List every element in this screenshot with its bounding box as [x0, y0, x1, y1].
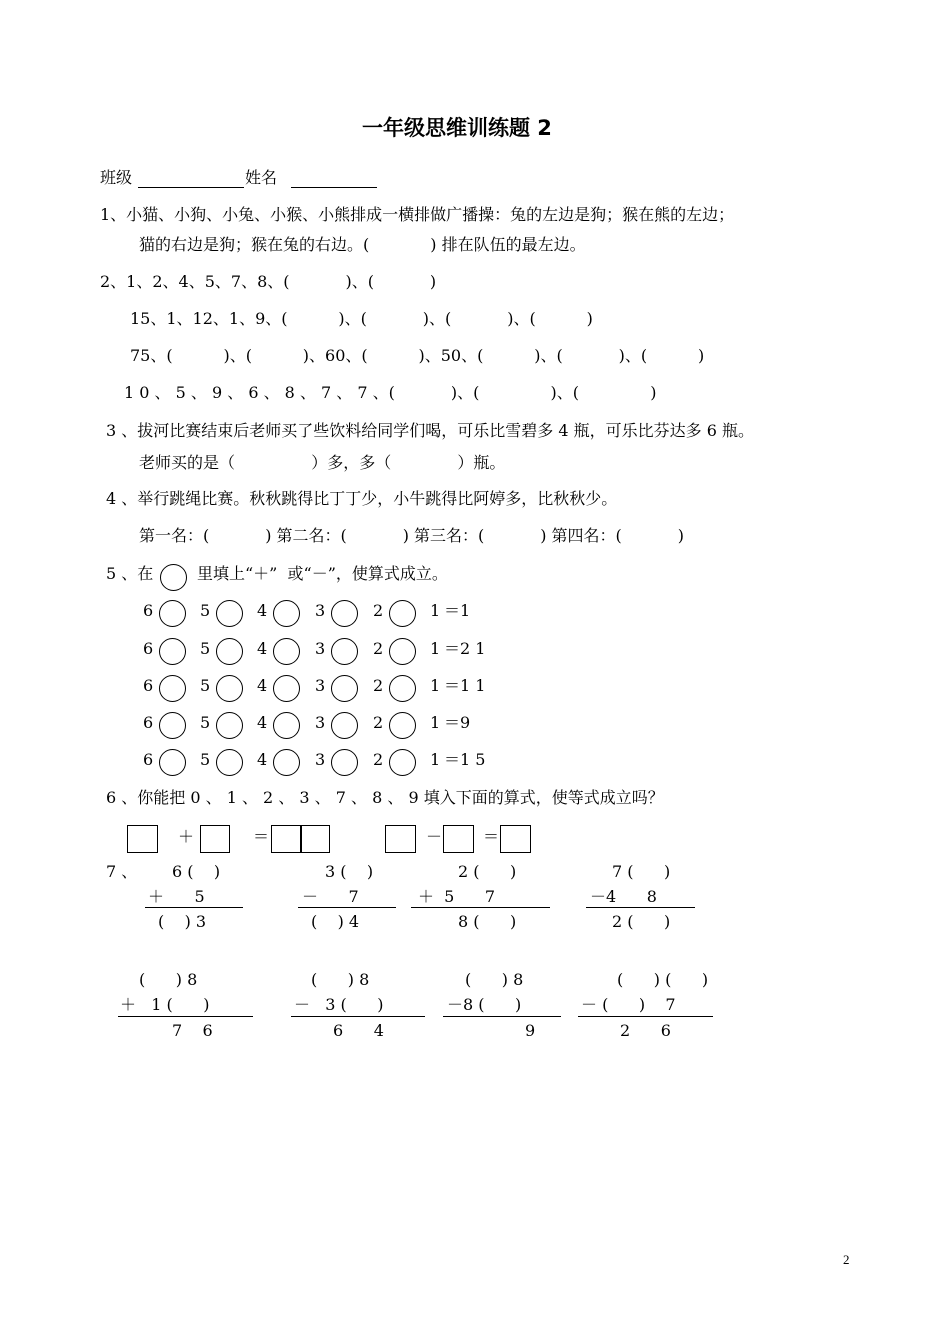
problem-top: ( ) 8 — [465, 970, 524, 989]
digit: 6 — [143, 750, 154, 769]
operator-circle[interactable] — [389, 749, 416, 776]
problem-operand: － 3 ( ) — [294, 995, 384, 1014]
page-number: 2 — [843, 1252, 850, 1267]
answer-box[interactable] — [300, 825, 330, 853]
q2-row4: 1 0 、 5 、 9 、 6 、 8 、 7 、 7 、( )、( )、( ) — [124, 383, 657, 402]
problem-answer: 6 4 — [333, 1021, 384, 1040]
problem-answer: ( ) 4 — [311, 912, 360, 931]
digit: 1 — [430, 676, 441, 695]
digit: 4 — [257, 713, 268, 732]
operator-circle[interactable] — [159, 712, 186, 739]
problem-rule — [443, 1016, 561, 1017]
problem-top: 7 ( ) — [612, 862, 671, 881]
digit: 4 — [257, 601, 268, 620]
operator-circle[interactable] — [216, 638, 243, 665]
equation-result: ＝1 1 — [444, 676, 486, 695]
problem-answer: 8 ( ) — [458, 912, 517, 931]
digit: 3 — [315, 639, 326, 658]
problem-operand: －4 8 — [590, 887, 657, 906]
operator-circle[interactable] — [273, 638, 300, 665]
digit: 3 — [315, 676, 326, 695]
q1-line1: 1、小猫、小狗、小兔、小猴、小熊排成一横排做广播操：兔的左边是狗；猴在熊的左边； — [100, 205, 735, 224]
problem-rule — [578, 1016, 713, 1017]
problem-top: 2 ( ) — [458, 862, 517, 881]
class-blank[interactable] — [138, 187, 244, 188]
answer-box[interactable] — [200, 825, 230, 853]
equation-result: ＝1 — [444, 601, 471, 620]
operator-circle[interactable] — [273, 749, 300, 776]
answer-box[interactable] — [443, 825, 474, 853]
class-label: 班级 — [100, 168, 133, 187]
digit: 5 — [200, 713, 211, 732]
q3-line2: 老师买的是（ ）多，多（ ）瓶。 — [139, 453, 506, 472]
digit: 6 — [143, 601, 154, 620]
page-title: 一年级思维训练题 2 — [362, 116, 552, 140]
problem-top: ( ) 8 — [311, 970, 370, 989]
q4-line1: 4 、举行跳绳比赛。秋秋跳得比丁丁少，小牛跳得比阿婷多，比秋秋少。 — [106, 489, 618, 508]
problem-rule — [291, 1016, 425, 1017]
problem-answer: 9 — [525, 1021, 536, 1040]
plus-sign: ＋ — [178, 827, 195, 846]
problem-top: 6 ( ) — [172, 862, 221, 881]
digit: 5 — [200, 676, 211, 695]
problem-operand: － 7 — [302, 887, 359, 906]
problem-operand: ＋ 1 ( ) — [120, 995, 210, 1014]
problem-operand: ＋ 5 — [148, 887, 205, 906]
operator-circle[interactable] — [331, 749, 358, 776]
digit: 3 — [315, 713, 326, 732]
digit: 4 — [257, 639, 268, 658]
digit: 3 — [315, 750, 326, 769]
equation-result: ＝9 — [444, 713, 471, 732]
q5-example-circle — [160, 564, 187, 591]
q1-line2: 猫的右边是狗；猴在兔的右边。( ) 排在队伍的最左边。 — [139, 235, 586, 254]
operator-circle[interactable] — [159, 638, 186, 665]
answer-box[interactable] — [127, 825, 158, 853]
q3-line1: 3 、拔河比赛结束后老师买了些饮料给同学们喝，可乐比雪碧多 4 瓶，可乐比芬达多 6 瓶。 — [106, 421, 754, 440]
problem-rule — [411, 907, 550, 908]
digit: 2 — [373, 750, 384, 769]
problem-top: 3 ( ) — [325, 862, 374, 881]
q2-row1: 2、1、2、4、5、7、8、( )、( ) — [100, 272, 437, 291]
digit: 5 — [200, 750, 211, 769]
operator-circle[interactable] — [331, 600, 358, 627]
answer-box[interactable] — [271, 825, 302, 853]
problem-rule — [118, 1016, 253, 1017]
operator-circle[interactable] — [389, 712, 416, 739]
problem-top: ( ) 8 — [139, 970, 198, 989]
digit: 6 — [143, 676, 154, 695]
problem-operand: －8 ( ) — [447, 995, 522, 1014]
problem-answer: 2 ( ) — [612, 912, 671, 931]
operator-circle[interactable] — [273, 712, 300, 739]
digit: 6 — [143, 713, 154, 732]
operator-circle[interactable] — [159, 749, 186, 776]
equation-result: ＝2 1 — [444, 639, 486, 658]
problem-top: ( ) ( ) — [617, 970, 709, 989]
problem-rule — [298, 907, 396, 908]
operator-circle[interactable] — [389, 638, 416, 665]
equals-sign: ＝ — [253, 827, 270, 846]
answer-box[interactable] — [385, 825, 416, 853]
problem-rule — [145, 907, 243, 908]
problem-rule — [586, 907, 695, 908]
digit: 6 — [143, 639, 154, 658]
q6-text: 6 、你能把 0 、 1 、 2 、 3 、 7 、 8 、 9 填入下面的算式，使等式成立吗？ — [106, 788, 664, 807]
digit: 4 — [257, 676, 268, 695]
answer-box[interactable] — [500, 825, 531, 853]
operator-circle[interactable] — [273, 675, 300, 702]
problem-operand: ＋ 5 7 — [418, 887, 496, 906]
digit: 1 — [430, 601, 441, 620]
operator-circle[interactable] — [389, 600, 416, 627]
operator-circle[interactable] — [331, 675, 358, 702]
digit: 1 — [430, 639, 441, 658]
digit: 2 — [373, 601, 384, 620]
q5-intro-a: 5 、在 — [106, 564, 154, 583]
operator-circle[interactable] — [273, 600, 300, 627]
operator-circle[interactable] — [331, 712, 358, 739]
operator-circle[interactable] — [216, 600, 243, 627]
digit: 1 — [430, 750, 441, 769]
digit: 5 — [200, 601, 211, 620]
equals-sign: ＝ — [483, 827, 500, 846]
digit: 4 — [257, 750, 268, 769]
q4-line2: 第一名：( ) 第二名：( ) 第三名：( ) 第四名：( ) — [139, 526, 684, 545]
q5-intro-b: 里填上“＋” 或“－”，使算式成立。 — [197, 564, 448, 583]
operator-circle[interactable] — [216, 712, 243, 739]
digit: 3 — [315, 601, 326, 620]
digit: 5 — [200, 639, 211, 658]
q7-label: 7 、 — [106, 862, 138, 881]
digit: 2 — [373, 639, 384, 658]
q2-row3: 75、( )、( )、60、( )、50、( )、( )、( ) — [130, 346, 705, 365]
operator-circle[interactable] — [159, 675, 186, 702]
operator-circle[interactable] — [216, 675, 243, 702]
equation-result: ＝1 5 — [444, 750, 486, 769]
operator-circle[interactable] — [159, 600, 186, 627]
operator-circle[interactable] — [389, 675, 416, 702]
problem-answer: 7 6 — [172, 1021, 213, 1040]
q2-row2: 15、1、12、1、9、( )、( )、( )、( ) — [130, 309, 593, 328]
name-label: 姓名 — [245, 168, 278, 187]
problem-operand: － ( ) 7 — [581, 995, 676, 1014]
digit: 2 — [373, 676, 384, 695]
digit: 1 — [430, 713, 441, 732]
name-blank[interactable] — [291, 187, 377, 188]
problem-answer: 2 6 — [620, 1021, 671, 1040]
operator-circle[interactable] — [331, 638, 358, 665]
minus-sign: － — [426, 827, 443, 846]
digit: 2 — [373, 713, 384, 732]
operator-circle[interactable] — [216, 749, 243, 776]
problem-answer: ( ) 3 — [158, 912, 207, 931]
